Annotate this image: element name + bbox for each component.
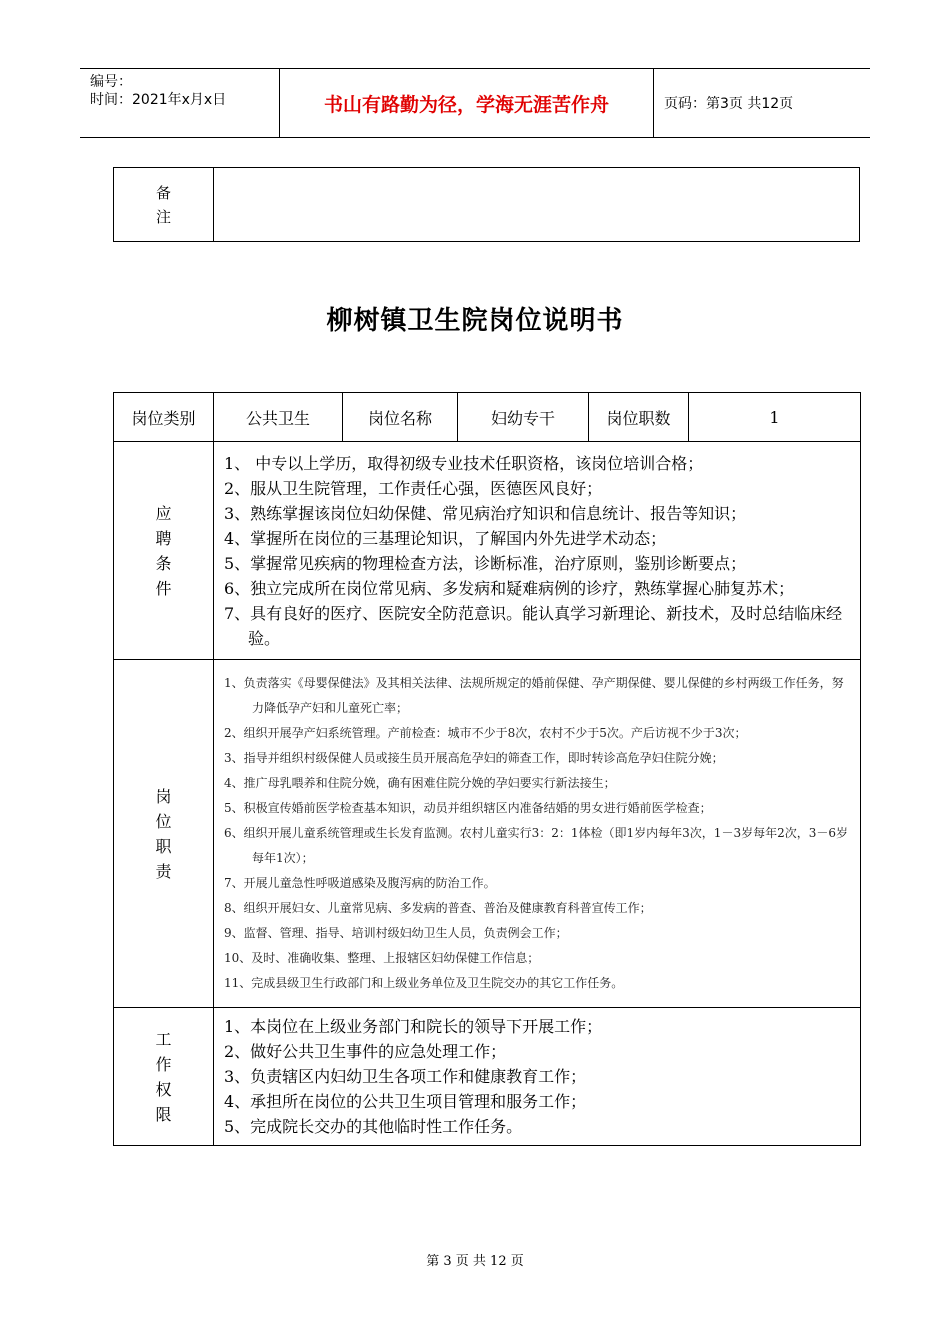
remark-label-char: 备 (155, 183, 171, 202)
name-value: 妇幼专干 (458, 393, 589, 442)
page-header (80, 68, 870, 138)
list-item: 6、独立完成所在岗位常见病、多发病和疑难病例的诊疗，熟练掌握心肺复苏术； (224, 578, 795, 598)
list-item: 3、熟练掌握该岗位妇幼保健、常见病治疗知识和信息统计、报告等知识； (224, 503, 747, 523)
list-item: 3、负责辖区内妇幼卫生各项工作和健康教育工作； (224, 1067, 587, 1086)
page-info: 页码：第3页 共12页 (664, 96, 794, 112)
list-item: 4、推广母乳喂养和住院分娩，确有困难住院分娩的孕妇要实行新法接生； (224, 776, 616, 790)
list-item: 4、掌握所在岗位的三基理论知识，了解国内外先进学术动态； (224, 528, 667, 548)
authority-row (114, 1008, 861, 1146)
list-item: 7、开展儿童急性呼吸道感染及腹泻病的防治工作。 (224, 876, 496, 890)
category-label: 岗位类别 (114, 393, 214, 442)
conditions-row (114, 442, 861, 660)
list-item: 7、具有良好的医疗、医院安全防范意识。能认真学习新理论、新技术，及时总结临床经验。 (224, 603, 843, 648)
label-char: 应 (155, 503, 172, 523)
label-char: 工 (155, 1029, 172, 1049)
header-meta (80, 69, 280, 137)
count-value: 1 (689, 393, 861, 442)
list-item: 4、承担所在岗位的公共卫生项目管理和服务工作； (224, 1092, 587, 1111)
list-item: 2、做好公共卫生事件的应急处理工作； (224, 1042, 507, 1061)
list-item: 5、掌握常见疾病的物理检查方法，诊断标准，治疗原则，鉴别诊断要点； (224, 553, 747, 573)
list-item: 1、负责落实《母婴保健法》及其相关法律、法规所规定的婚前保健、孕产期保健、婴儿保健的乡村两级工作任务，努力降低孕产妇和儿童死亡率； (224, 676, 844, 715)
remark-label (114, 168, 214, 241)
list-item: 2、服从卫生院管理，工作责任心强，医德医风良好； (224, 478, 603, 498)
info-row (114, 393, 861, 442)
duties-row (114, 660, 861, 1008)
label-char: 限 (155, 1104, 172, 1124)
list-item: 10、及时、准确收集、整理、上报辖区妇幼保健工作信息； (224, 951, 540, 965)
remark-table (113, 167, 860, 242)
conditions-content (214, 442, 861, 660)
time-label: 时间：2021年x月x日 (90, 92, 227, 108)
label-char: 件 (155, 578, 172, 598)
page-footer: 第 3 页 共 12 页 (426, 1254, 524, 1269)
label-char: 岗 (155, 786, 172, 806)
duties-label (114, 660, 214, 1008)
list-item: 6、组织开展儿童系统管理或生长发育监测。农村儿童实行3：2：1体检（即1岁内每年3次，1－3岁每年2次，3－6岁每年1次）； (224, 826, 848, 865)
label-char: 作 (155, 1054, 172, 1074)
list-item: 1、 中专以上学历，取得初级专业技术任职资格，该岗位培训合格； (224, 453, 704, 473)
list-item: 11、完成县级卫生行政部门和上级业务单位及卫生院交办的其它工作任务。 (224, 976, 624, 990)
label-char: 位 (155, 811, 172, 831)
duties-content (214, 660, 861, 1008)
authority-content (214, 1008, 861, 1146)
authority-label (114, 1008, 214, 1146)
job-description-table (113, 392, 861, 1146)
list-item: 8、组织开展妇女、儿童常见病、多发病的普查、普治及健康教育科普宣传工作； (224, 901, 652, 915)
label-char: 条 (155, 553, 172, 573)
list-item: 3、指导并组织村级保健人员或接生员开展高危孕妇的筛查工作，即时转诊高危孕妇住院分娩； (224, 751, 724, 765)
count-label: 岗位职数 (589, 393, 689, 442)
list-item: 9、监督、管理、指导、培训村级妇幼卫生人员，负责例会工作； (224, 926, 568, 940)
list-item: 2、组织开展孕产妇系统管理。产前检查：城市不少于8次，农村不少于5次。产后访视不少于3次； (224, 726, 747, 740)
label-char: 责 (155, 861, 172, 881)
remark-label-char: 注 (155, 207, 171, 226)
motto: 书山有路勤为径，学海无涯苦作舟 (280, 69, 654, 137)
label-char: 聘 (155, 528, 172, 548)
document-title: 柳树镇卫生院岗位说明书 (326, 306, 624, 336)
conditions-label (114, 442, 214, 660)
list-item: 5、积极宣传婚前医学检查基本知识，动员并组织辖区内准备结婚的男女进行婚前医学检查； (224, 801, 712, 815)
list-item: 1、本岗位在上级业务部门和院长的领导下开展工作； (224, 1017, 603, 1036)
list-item: 5、完成院长交办的其他临时性工作任务。 (224, 1117, 523, 1136)
category-value: 公共卫生 (214, 393, 343, 442)
remark-content (214, 168, 859, 241)
name-label: 岗位名称 (343, 393, 458, 442)
code-label: 编号： (90, 74, 132, 90)
label-char: 职 (155, 836, 172, 856)
label-char: 权 (155, 1079, 172, 1099)
